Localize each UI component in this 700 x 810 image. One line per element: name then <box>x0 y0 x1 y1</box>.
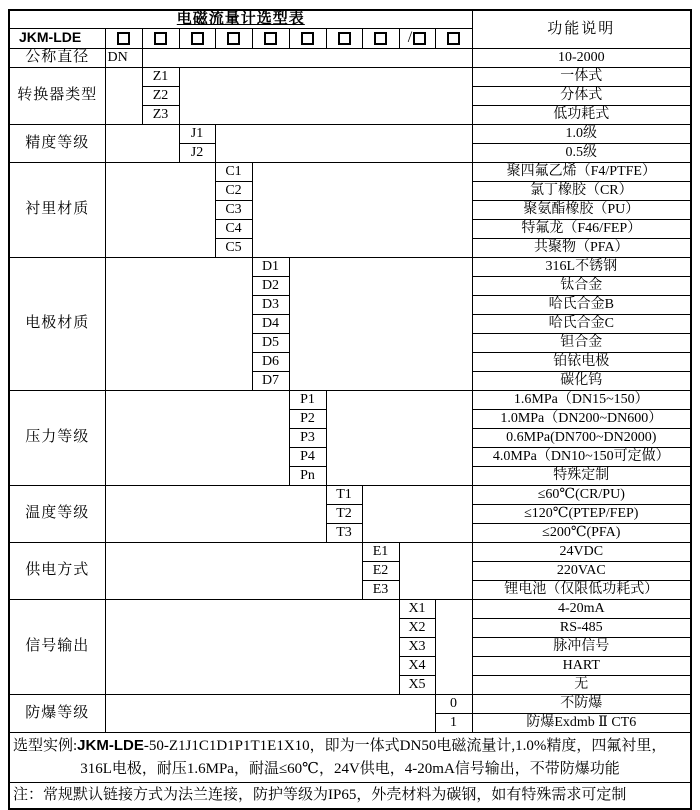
empty-cell <box>105 162 215 257</box>
category-label: 衬里材质 <box>9 162 105 257</box>
code-cell: Pn <box>289 466 326 485</box>
example-rest: -50-Z1J1C1D1P1T1E1X10，即为一体式DN50电磁流量计,1.0%精度，四氟衬里， <box>143 737 667 754</box>
code-cell: C4 <box>215 219 252 238</box>
description-cell: 特氟龙（F46/FEP） <box>472 219 691 238</box>
code-cell: P1 <box>289 390 326 409</box>
description-cell: 1.6MPa（DN15~150） <box>472 390 691 409</box>
empty-cell <box>142 48 472 67</box>
category-label: 信号输出 <box>9 599 105 694</box>
example-line-2: 316L电极，耐压1.6MPa，耐温≤60℃，24V供电，4-20mA信号输出，不带防爆功能 <box>80 760 620 777</box>
description-cell: ≤120℃(PTEP/FEP) <box>472 504 691 523</box>
description-cell: 4-20mA <box>472 599 691 618</box>
note-text: 注：常规默认链接方式为法兰连接，防护等级为IP65，外壳材料为碳钢，如有特殊需求可定制 <box>9 782 691 809</box>
checkbox[interactable] <box>338 32 351 45</box>
description-cell: ≤60℃(CR/PU) <box>472 485 691 504</box>
empty-cell <box>105 542 362 599</box>
description-cell: 氯丁橡胶（CR） <box>472 181 691 200</box>
description-cell: 10-2000 <box>472 48 691 67</box>
empty-cell <box>105 485 326 542</box>
page-title: 电磁流量计选型表 <box>176 11 305 27</box>
category-label: 供电方式 <box>9 542 105 599</box>
slash-separator: / <box>407 29 413 47</box>
empty-cell <box>179 67 472 124</box>
code-cell: D6 <box>252 352 289 371</box>
checkbox-cell-e <box>362 28 399 48</box>
description-cell: 聚氨酯橡胶（PU） <box>472 200 691 219</box>
code-cell: T1 <box>326 485 362 504</box>
code-cell: D1 <box>252 257 289 276</box>
checkbox-cell-p <box>289 28 326 48</box>
selection-sheet <box>8 9 692 810</box>
empty-cell <box>105 124 179 162</box>
checkbox[interactable] <box>154 32 167 45</box>
empty-cell <box>215 124 472 162</box>
description-cell: 哈氏合金B <box>472 295 691 314</box>
code-cell: J2 <box>179 143 215 162</box>
description-cell: 无 <box>472 675 691 694</box>
checkbox[interactable] <box>227 32 240 45</box>
empty-cell <box>105 599 399 694</box>
selection-example <box>9 732 691 782</box>
empty-cell <box>105 67 142 124</box>
description-cell: 分体式 <box>472 86 691 105</box>
code-cell: P3 <box>289 428 326 447</box>
description-cell: 220VAC <box>472 561 691 580</box>
code-cell: D2 <box>252 276 289 295</box>
code-cell: 0 <box>435 694 472 713</box>
empty-cell <box>105 694 435 732</box>
checkbox-cell-ex <box>435 28 472 48</box>
description-cell: 316L不锈钢 <box>472 257 691 276</box>
code-cell: X2 <box>399 618 435 637</box>
description-cell: 锂电池（仅限低功耗式） <box>472 580 691 599</box>
description-cell: 钛合金 <box>472 276 691 295</box>
description-cell: 铂铱电极 <box>472 352 691 371</box>
example-prefix: 选型实例: <box>13 737 78 754</box>
category-label: 压力等级 <box>9 390 105 485</box>
description-cell: 特殊定制 <box>472 466 691 485</box>
code-cell: C1 <box>215 162 252 181</box>
description-cell: 4.0MPa（DN10~150可定做） <box>472 447 691 466</box>
description-cell: 0.6MPa(DN700~DN2000) <box>472 428 691 447</box>
description-cell: 碳化钨 <box>472 371 691 390</box>
checkbox[interactable] <box>191 32 204 45</box>
checkbox[interactable] <box>117 32 130 45</box>
description-cell: 脉冲信号 <box>472 637 691 656</box>
empty-cell <box>326 390 472 485</box>
empty-cell <box>105 390 289 485</box>
example-model-code: JKM-LDE <box>77 736 144 754</box>
model-prefix: JKM-LDE <box>9 28 105 48</box>
table-title-cell <box>9 10 472 28</box>
checkbox-cell-j <box>179 28 215 48</box>
description-cell: 0.5级 <box>472 143 691 162</box>
selection-table <box>8 9 692 810</box>
checkbox[interactable] <box>264 32 277 45</box>
code-cell: D5 <box>252 333 289 352</box>
category-label: 电极材质 <box>9 257 105 390</box>
category-label: 温度等级 <box>9 485 105 542</box>
code-cell: C5 <box>215 238 252 257</box>
code-cell: C2 <box>215 181 252 200</box>
code-cell: D4 <box>252 314 289 333</box>
function-column-header: 功能说明 <box>472 10 691 48</box>
checkbox-cell-dn <box>105 28 142 48</box>
checkbox[interactable] <box>374 32 387 45</box>
empty-cell <box>399 542 472 599</box>
code-cell: Z3 <box>142 105 179 124</box>
example-line-1 <box>10 734 690 758</box>
code-cell: E3 <box>362 580 399 599</box>
code-cell: D7 <box>252 371 289 390</box>
description-cell: 哈氏合金C <box>472 314 691 333</box>
description-cell: HART <box>472 656 691 675</box>
description-cell: 24VDC <box>472 542 691 561</box>
empty-cell <box>435 599 472 694</box>
empty-cell <box>105 257 252 390</box>
description-cell: 聚四氟乙烯（F4/PTFE） <box>472 162 691 181</box>
code-cell: T3 <box>326 523 362 542</box>
code-cell: X5 <box>399 675 435 694</box>
category-label: 精度等级 <box>9 124 105 162</box>
code-cell: X3 <box>399 637 435 656</box>
code-cell: X1 <box>399 599 435 618</box>
checkbox-cell-z <box>142 28 179 48</box>
code-cell: T2 <box>326 504 362 523</box>
description-cell: RS-485 <box>472 618 691 637</box>
code-cell: E1 <box>362 542 399 561</box>
category-label: 公称直径 <box>9 48 105 67</box>
description-cell: 1.0MPa（DN200~DN600） <box>472 409 691 428</box>
checkbox-cell-c <box>215 28 252 48</box>
description-cell: ≤200℃(PFA) <box>472 523 691 542</box>
code-cell: DN <box>105 48 142 67</box>
category-label: 防爆等级 <box>9 694 105 732</box>
description-cell: 不防爆 <box>472 694 691 713</box>
checkbox-cell-d <box>252 28 289 48</box>
code-cell: E2 <box>362 561 399 580</box>
checkbox[interactable] <box>413 32 426 45</box>
checkbox-cell-x <box>399 28 435 48</box>
checkbox[interactable] <box>447 32 460 45</box>
code-cell: X4 <box>399 656 435 675</box>
empty-cell <box>252 162 472 257</box>
description-cell: 1.0级 <box>472 124 691 143</box>
code-cell: Z1 <box>142 67 179 86</box>
code-cell: J1 <box>179 124 215 143</box>
category-label: 转换器类型 <box>9 67 105 124</box>
code-cell: C3 <box>215 200 252 219</box>
description-cell: 钽合金 <box>472 333 691 352</box>
code-cell: D3 <box>252 295 289 314</box>
description-cell: 一体式 <box>472 67 691 86</box>
code-cell: Z2 <box>142 86 179 105</box>
description-cell: 低功耗式 <box>472 105 691 124</box>
code-cell: P2 <box>289 409 326 428</box>
checkbox[interactable] <box>301 32 314 45</box>
code-cell: 1 <box>435 713 472 732</box>
empty-cell <box>289 257 472 390</box>
code-cell: P4 <box>289 447 326 466</box>
description-cell: 防爆Exdmb Ⅱ CT6 <box>472 713 691 732</box>
empty-cell <box>362 485 472 542</box>
description-cell: 共聚物（PFA） <box>472 238 691 257</box>
checkbox-cell-t <box>326 28 362 48</box>
